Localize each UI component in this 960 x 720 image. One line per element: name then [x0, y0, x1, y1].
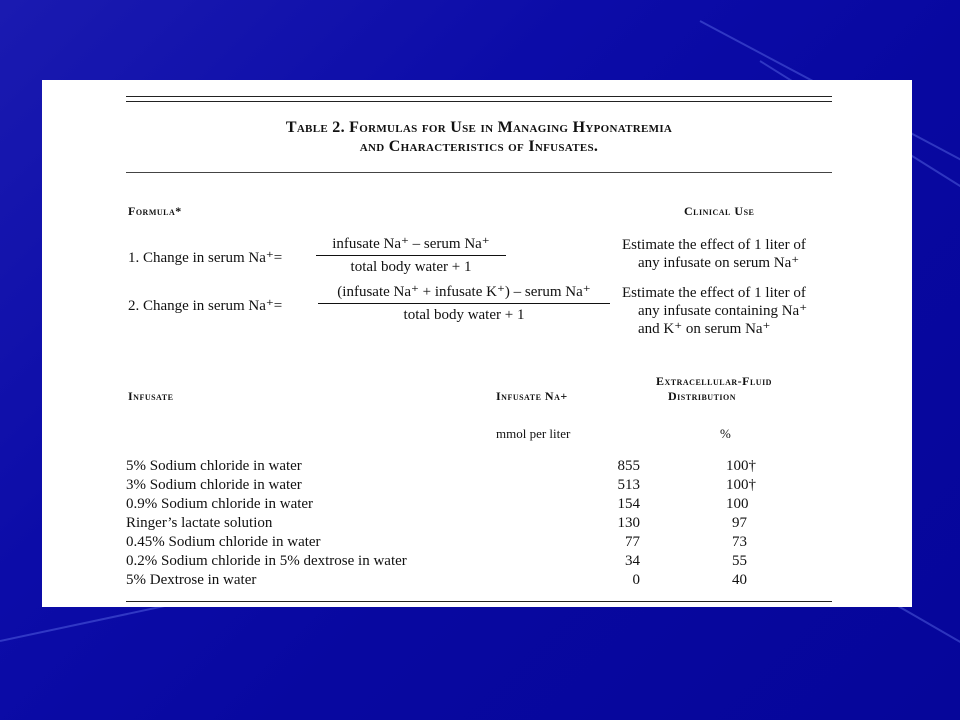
- formula-2-label: 2. Change in serum Na⁺=: [128, 298, 283, 314]
- ecf-header-line2: Distribution: [668, 389, 737, 403]
- ecf-value: 55: [732, 553, 747, 569]
- formula-1-label: 1. Change in serum Na⁺=: [128, 250, 283, 266]
- ecf-value: 100: [726, 496, 749, 512]
- infusate-na-value: 513: [617, 477, 640, 493]
- formula-header: Formula*: [128, 204, 182, 218]
- ecf-units: %: [720, 426, 731, 441]
- title-rule: [126, 172, 832, 173]
- table-panel: [42, 80, 912, 607]
- bottom-rule: [126, 601, 832, 602]
- table-row: [126, 534, 832, 553]
- table-title-line2: and Characteristics of Infusates.: [359, 138, 599, 155]
- ecf-header-line1: Extracellular-Fluid: [656, 374, 772, 388]
- infusate-na-header: Infusate Na+: [496, 389, 568, 403]
- formula-1-clinical-use: Estimate the effect of 1 liter of any infusate on serum Na⁺: [622, 237, 806, 271]
- infusate-name: Ringer’s lactate solution: [126, 515, 273, 531]
- infusate-na-value: 77: [625, 534, 640, 550]
- infusate-na-value: 34: [625, 553, 640, 569]
- top-double-rule: [126, 101, 832, 102]
- ecf-value: 73: [732, 534, 747, 550]
- infusate-name: 0.2% Sodium chloride in 5% dextrose in water: [126, 553, 407, 569]
- ecf-value: 97: [732, 515, 747, 531]
- infusate-name: 5% Sodium chloride in water: [126, 458, 302, 474]
- formula-1-denominator: total body water + 1: [350, 259, 472, 275]
- table-row: [126, 572, 832, 591]
- formula-2-numerator: (infusate Na⁺ + infusate K⁺) – serum Na⁺: [337, 284, 591, 300]
- clinical-use-header: Clinical Use: [684, 204, 755, 218]
- infusate-name: 5% Dextrose in water: [126, 572, 257, 588]
- top-double-rule: [126, 96, 832, 97]
- ecf-value: 100†: [726, 458, 756, 474]
- infusate-na-value: 855: [617, 458, 640, 474]
- infusate-na-value: 154: [617, 496, 640, 512]
- table-row: [126, 515, 832, 534]
- formula-2-denominator: total body water + 1: [403, 307, 525, 323]
- infusate-header: Infusate: [128, 389, 174, 403]
- table-row: [126, 553, 832, 572]
- ecf-value: 100†: [726, 477, 756, 493]
- formula-1-numerator: infusate Na⁺ – serum Na⁺: [332, 236, 490, 252]
- infusate-name: 3% Sodium chloride in water: [126, 477, 302, 493]
- infusate-na-value: 0: [632, 572, 640, 588]
- infusate-na-value: 130: [617, 515, 640, 531]
- na-units: mmol per liter: [496, 426, 571, 441]
- formula-2-fraction-bar: [318, 303, 610, 304]
- table-row: [126, 477, 832, 496]
- ecf-value: 40: [732, 572, 747, 588]
- formula-2-clinical-use: Estimate the effect of 1 liter of any infusate containing Na⁺ and K⁺ on serum Na⁺: [622, 285, 808, 337]
- infusate-name: 0.45% Sodium chloride in water: [126, 534, 321, 550]
- table-title-line1: Table 2. Formulas for Use in Managing Hyponatremia: [285, 119, 673, 136]
- infusate-name: 0.9% Sodium chloride in water: [126, 496, 314, 512]
- table-row: [126, 496, 832, 515]
- formula-1-fraction-bar: [316, 255, 506, 256]
- table-row: [126, 458, 832, 477]
